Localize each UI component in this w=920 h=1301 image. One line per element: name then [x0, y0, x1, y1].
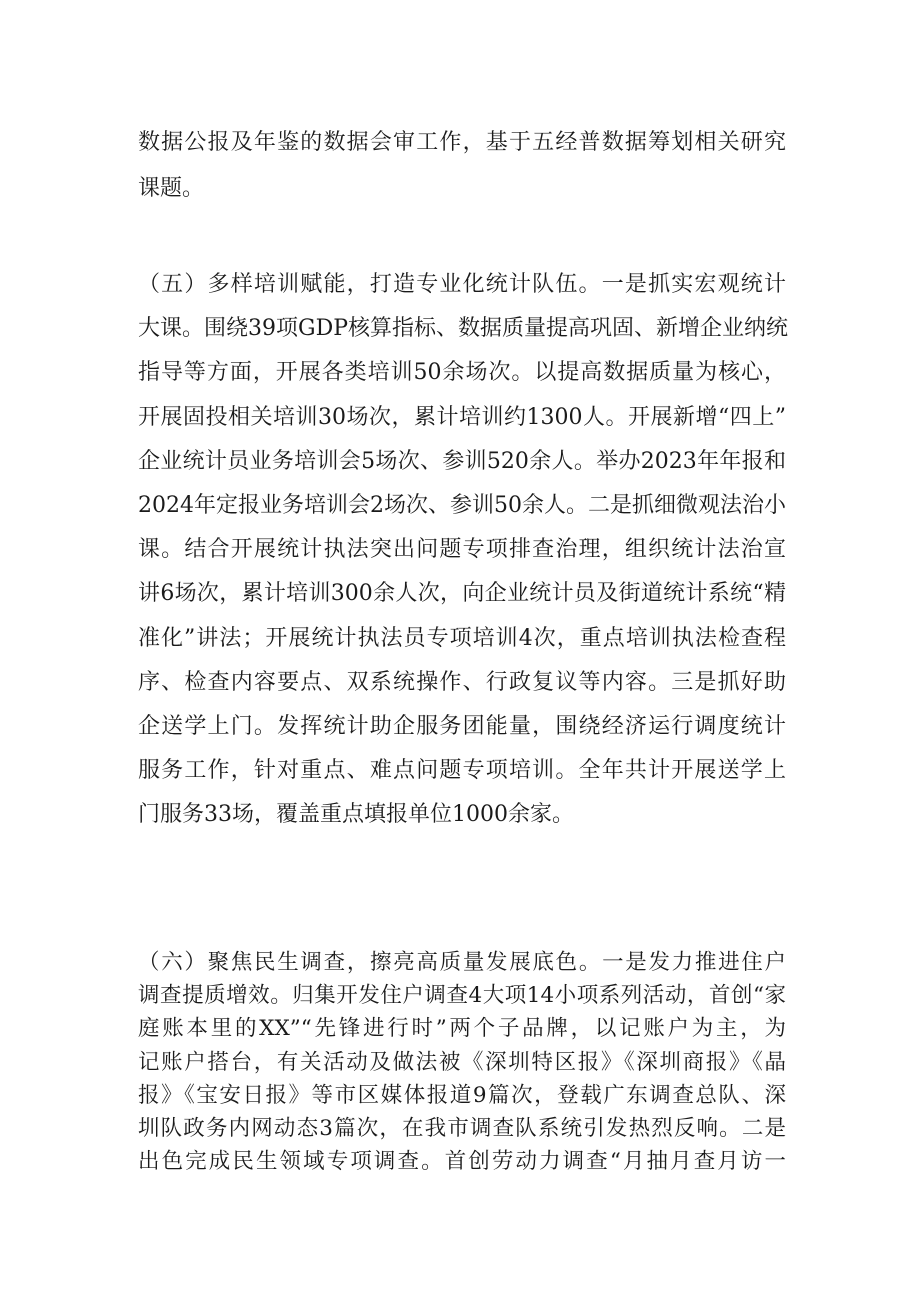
paragraph-livelihood-survey — [138, 946, 786, 1178]
text-line: （五）多样培训赋能，打造专业化统计队伍。一是抓实宏观统计 — [138, 272, 786, 297]
text-line: （六）聚焦民生调查，擦亮高质量发展底色。一是发力推进住户 — [138, 950, 786, 975]
text-line: 指导等方面，开展各类培训50余场次。以提高数据质量为核心， — [138, 360, 786, 386]
text-line: 企业统计员业务培训会5场次、参训520余人。举办2023年年报和 — [138, 448, 786, 474]
text-line: 大课。围绕39项GDP核算指标、数据质量提高巩固、新增企业纳统 — [138, 316, 789, 342]
text-line: 圳队政务内网动态3篇次，在我市调查队系统引发热烈反响。二是 — [138, 1116, 786, 1142]
text-line: 课。结合开展统计执法突出问题专项排查治理，组织统计法治宣 — [138, 537, 786, 563]
text-line: 出色完成民生领域专项调查。首创劳动力调查“月抽月查月访一 — [138, 1149, 786, 1175]
text-line: 序、检查内容要点、双系统操作、行政复议等内容。三是抓好助 — [138, 669, 786, 695]
text-line: 门服务33场，覆盖重点填报单位1000余家。 — [138, 802, 574, 828]
text-line: 企送学上门。发挥统计助企服务团能量，围绕经济运行调度统计 — [138, 714, 786, 740]
paragraph-training — [138, 263, 789, 838]
text-line: 准化”讲法；开展统计执法员专项培训4次，重点培训执法检查程 — [138, 625, 786, 651]
text-line: 服务工作，针对重点、难点问题专项培训。全年共计开展送学上 — [138, 758, 786, 784]
text-line: 庭账本里的XX”“先锋进行时”两个子品牌，以记账户为主，为 — [138, 1016, 786, 1042]
text-line: 2024年定报业务培训会2场次、参训50余人。二是抓细微观法治小 — [138, 493, 786, 519]
text-line: 记账户搭台，有关活动及做法被《深圳特区报》《深圳商报》《晶 — [138, 1049, 786, 1075]
text-line: 开展固投相关培训30场次，累计培训约1300人。开展新增“四上” — [138, 404, 786, 430]
text-line: 讲6场次，累计培训300余人次，向企业统计员及街道统计系统“精 — [138, 581, 786, 607]
text-line: 调查提质增效。归集开发住户调查4大项14小项系列活动，首创“家 — [138, 983, 786, 1009]
text-line: 课题。 — [138, 176, 205, 201]
text-line: 数据公报及年鉴的数据会审工作，基于五经普数据筹划相关研究 — [138, 130, 786, 155]
paragraph-data-review — [138, 120, 786, 212]
text-line: 报》《宝安日报》等市区媒体报道9篇次，登载广东调查总队、深 — [138, 1082, 786, 1108]
